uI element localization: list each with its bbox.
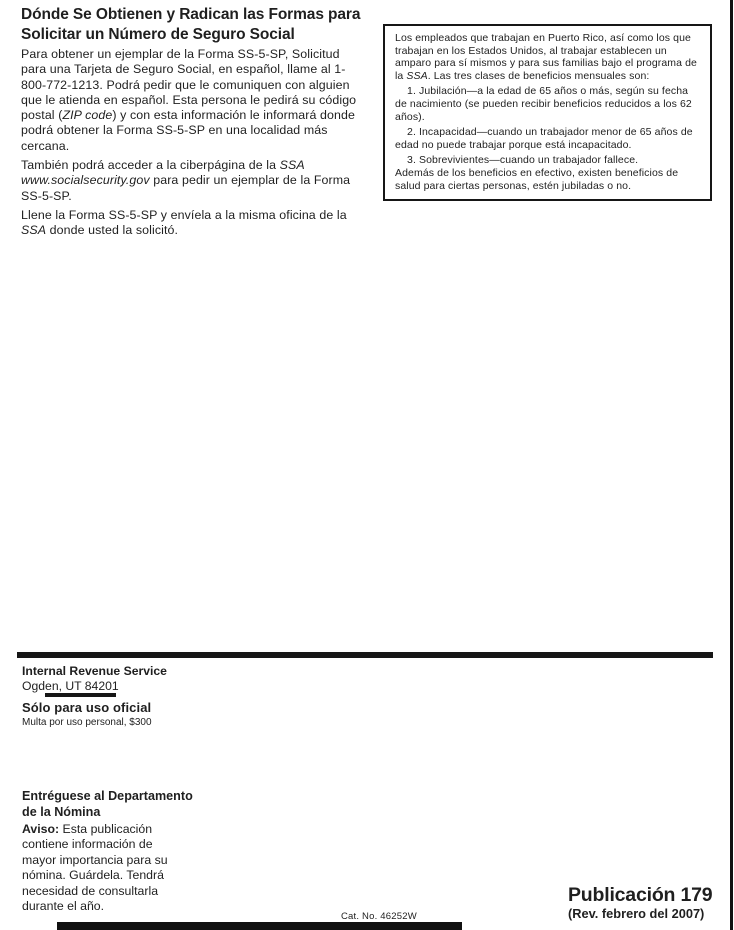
- official-use-label: Sólo para uso oficial: [22, 700, 152, 715]
- penalty-note: Multa por uso personal, $300: [22, 717, 152, 728]
- revision-date: (Rev. febrero del 2007): [568, 906, 705, 921]
- bottom-scan-bar: [57, 922, 462, 930]
- short-divider-rule: [45, 693, 116, 697]
- benefits-box-footer: Además de los beneficios en efectivo, existen beneficios de salud para ciertas personas, estén jubiladas o no.: [395, 166, 679, 192]
- mailing-address-block: [22, 664, 167, 693]
- publication-number: Publicación 179: [568, 884, 713, 906]
- notice-text: Aviso: Esta publicación contiene información de mayor importancia para su nómina. Guárdela. Tendrá necesidad de consultarla durante el año.: [22, 822, 168, 914]
- page-title: Dónde Se Obtienen y Radican las Formas para Solicitar un Número de Seguro Social: [21, 6, 361, 43]
- section-divider-rule: [17, 652, 713, 658]
- publication-id-block: [568, 885, 712, 921]
- benefits-box-intro: Los empleados que trabajan en Puerto Rico, así como los que trabajan en los Estados Unidos, al trabajar establecen un amparo para sí mismos y para sus familias bajo el programa de la SSA. Las tres clases de beneficios mensuales son:: [395, 32, 697, 82]
- paragraph-how-to-obtain: Para obtener un ejemplar de la Forma SS-5-SP, Solicitud para una Tarjeta de Seguro Social, en español, llame al 1-800-772-1213. Podrá pedir que le comuniquen con alguien que le atienda en español. Esta persona le pedirá su código postal (ZIP code) y con esta información le informará donde podrá obtener la Forma SS-5-SP en una localidad más cercana.: [21, 47, 357, 153]
- delivery-recipient: Entréguese al Departamento de la Nómina: [22, 789, 193, 819]
- right-edge-registration-mark: [730, 0, 733, 930]
- agency-address: Ogden, UT 84201: [22, 678, 119, 693]
- benefits-box: [383, 24, 712, 201]
- catalog-number: Cat. No. 46252W: [341, 911, 417, 922]
- agency-name: Internal Revenue Service: [22, 664, 167, 678]
- benefit-item-retirement: 1. Jubilación—a la edad de 65 años o más, según su fecha de nacimiento (se pueden recibir beneficios reducidos a los 62 años).: [395, 85, 692, 123]
- paragraph-send-form: Llene la Forma SS-5-SP y envíela a la misma oficina de la SSA donde usted la solicitó.: [21, 207, 347, 238]
- benefit-item-disability: 2. Incapacidad—cuando un trabajador menor de 65 años de edad no puede trabajar porque está incapacitado.: [395, 126, 693, 151]
- benefit-item-survivors: 3. Sobrevivientes—cuando un trabajador fallece.: [407, 154, 639, 167]
- intro-text-column: [21, 47, 366, 243]
- paragraph-website: También podrá acceder a la ciberpágina de la SSA www.socialsecurity.gov para pedir un ejemplar de la Forma SS-5-SP.: [21, 158, 351, 203]
